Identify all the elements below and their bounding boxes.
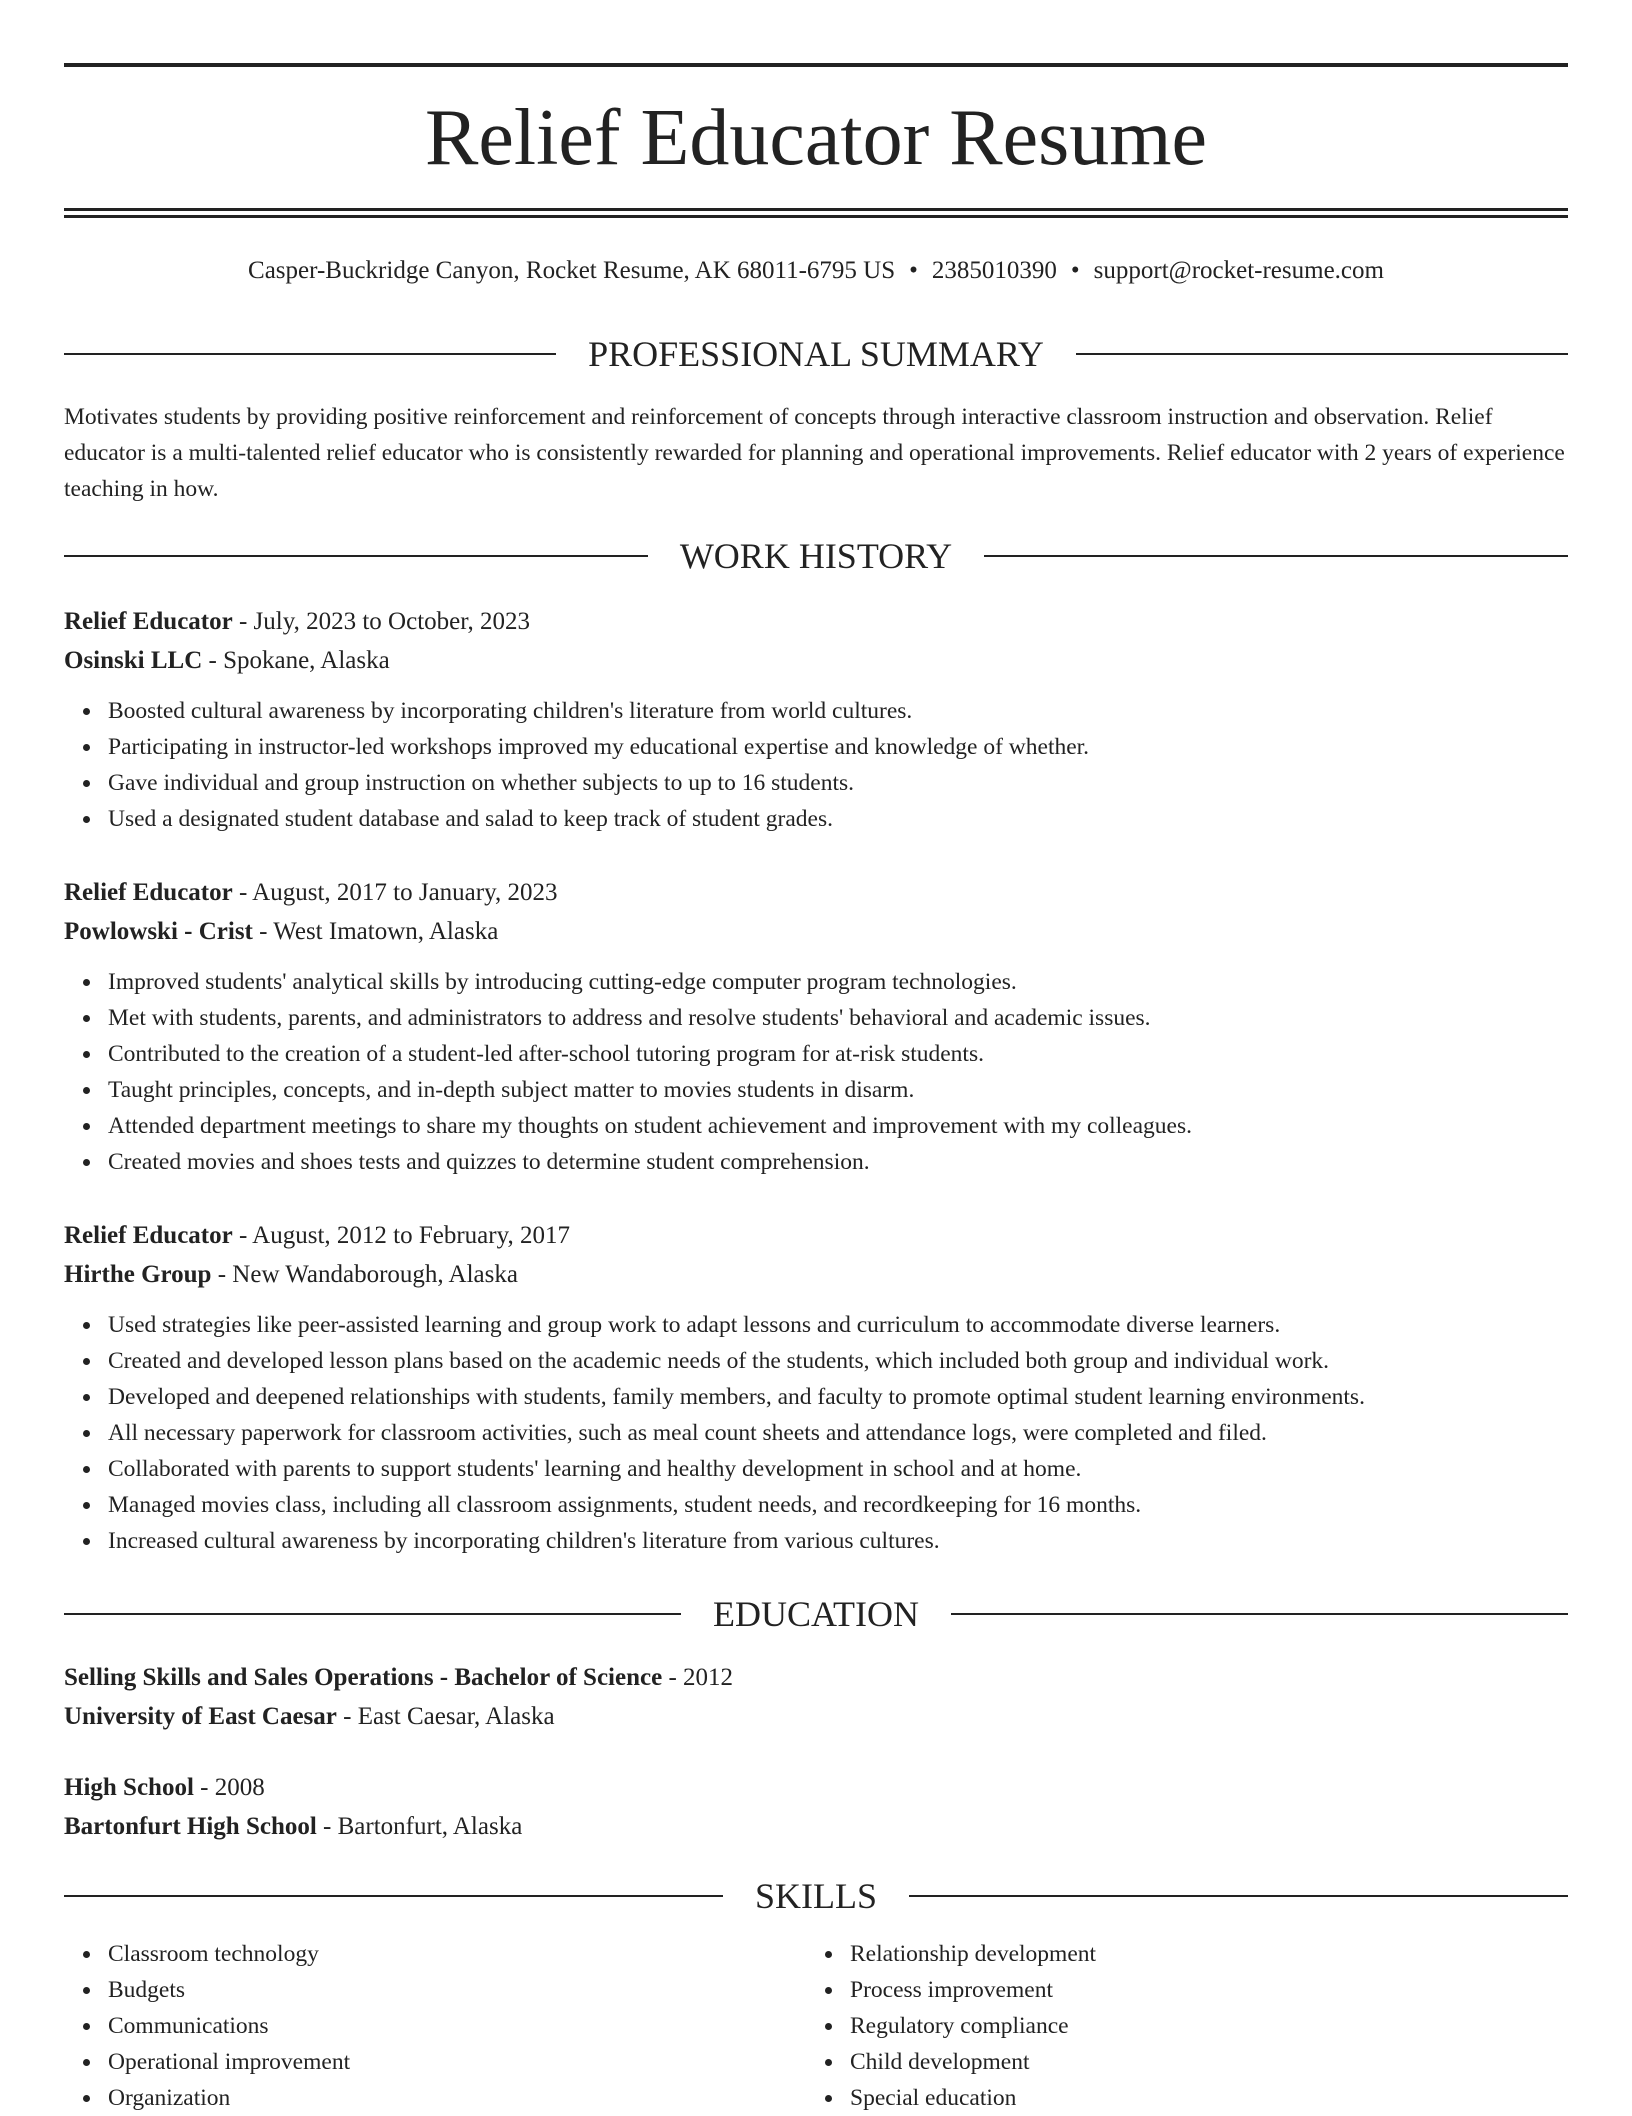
contact-address: Casper-Buckridge Canyon, Rocket Resume, AK 68011-6795 US <box>248 257 896 284</box>
section-heading-skills <box>64 1874 1568 1918</box>
page-title: Relief Educator Resume <box>425 94 1207 182</box>
job-location: - New Wandaborough, Alaska <box>211 1261 518 1288</box>
skill-item: Communications <box>108 2008 804 2044</box>
job-dates: - August, 2017 to January, 2023 <box>232 879 558 906</box>
list-item: Gave individual and group instruction on whether subjects to up to 16 students. <box>108 765 1568 801</box>
job-title-line <box>64 873 1568 912</box>
heading-rule <box>951 1613 1568 1615</box>
list-item: Met with students, parents, and administrators to address and resolve students' behavioral and academic issues. <box>108 1000 1568 1036</box>
top-rule <box>64 63 1568 67</box>
job-bullets <box>64 693 1568 837</box>
list-item: Increased cultural awareness by incorporating children's literature from various cultures. <box>108 1523 1568 1559</box>
job-company: Powlowski - Crist <box>64 918 253 945</box>
heading-rule <box>909 1895 1568 1897</box>
heading-rule <box>64 353 556 355</box>
list-item: Attended department meetings to share my thoughts on student achievement and improvement with my colleagues. <box>108 1108 1568 1144</box>
job-company-line <box>64 641 1568 680</box>
summary-text: Motivates students by providing positive reinforcement and reinforcement of concepts through interactive classroom instruction and observation. Relief educator is a multi-talented relief educator who is consistently rewarded for planning and operational improvements. Relief educator with 2 years of experience teaching in how. <box>64 404 1565 502</box>
contact-email: support@rocket-resume.com <box>1093 257 1384 284</box>
degree-name: Selling Skills and Sales Operations - Bachelor of Science <box>64 1664 663 1691</box>
job-company-line <box>64 1255 1568 1294</box>
section-heading-label: PROFESSIONAL SUMMARY <box>588 334 1044 374</box>
list-item: Created movies and shoes tests and quizzes to determine student comprehension. <box>108 1144 1568 1180</box>
job-company: Osinski LLC <box>64 647 203 674</box>
section-heading-label: EDUCATION <box>713 1594 919 1634</box>
list-item: Contributed to the creation of a student-led after-school tutoring program for at-risk students. <box>108 1036 1568 1072</box>
title-double-rule <box>64 208 1568 218</box>
skill-item: Classroom technology <box>108 1936 804 1972</box>
section-heading-label: WORK HISTORY <box>679 536 953 576</box>
skills-column-right <box>806 1936 1546 2116</box>
list-item: Developed and deepened relationships with students, family members, and faculty to promote optimal student learning environments. <box>108 1379 1568 1415</box>
job-bullets <box>64 1307 1568 1559</box>
list-item: Taught principles, concepts, and in-depth subject matter to movies students in disarm. <box>108 1072 1568 1108</box>
job-location: - West Imatown, Alaska <box>252 918 499 945</box>
list-item: Used a designated student database and salad to keep track of student grades. <box>108 801 1568 837</box>
contact-separator: • <box>1070 257 1080 284</box>
contact-line <box>64 254 1568 288</box>
school-name: Bartonfurt High School <box>64 1813 317 1840</box>
degree-name: High School <box>64 1774 194 1801</box>
list-item: Improved students' analytical skills by introducing cutting-edge computer program technologies. <box>108 964 1568 1000</box>
section-heading-label: SKILLS <box>755 1876 878 1916</box>
skill-item: Process improvement <box>850 1972 1546 2008</box>
list-item: Boosted cultural awareness by incorporating children's literature from world cultures. <box>108 693 1568 729</box>
list-item: Used strategies like peer-assisted learning and group work to adapt lessons and curriculum to accommodate diverse learners. <box>108 1307 1568 1343</box>
school-location: - East Caesar, Alaska <box>336 1703 555 1730</box>
heading-rule <box>64 1613 681 1615</box>
degree-line <box>64 1658 1568 1697</box>
heading-rule <box>1076 353 1568 355</box>
school-location: - Bartonfurt, Alaska <box>316 1813 523 1840</box>
job-title: Relief Educator <box>64 608 233 635</box>
list-item: Created and developed lesson plans based on the academic needs of the students, which included both group and individual work. <box>108 1343 1568 1379</box>
job-location: - Spokane, Alaska <box>202 647 390 674</box>
education-entry <box>64 1658 1568 1736</box>
skill-item: Budgets <box>108 1972 804 2008</box>
job-entry <box>64 1216 1568 1559</box>
education-entry <box>64 1768 1568 1846</box>
heading-rule <box>64 555 648 557</box>
skills-list <box>806 1936 1546 2116</box>
list-item: Participating in instructor-led workshops improved my educational expertise and knowledge of whether. <box>108 729 1568 765</box>
section-heading-work-history <box>64 534 1568 578</box>
skill-item: Special education <box>850 2080 1546 2116</box>
school-line <box>64 1697 1568 1736</box>
job-title-line <box>64 1216 1568 1255</box>
degree-year: - 2008 <box>193 1774 265 1801</box>
job-company-line <box>64 912 1568 951</box>
job-dates: - August, 2012 to February, 2017 <box>232 1222 570 1249</box>
skill-item: Organization <box>108 2080 804 2116</box>
skill-item: Child development <box>850 2044 1546 2080</box>
skill-item: Relationship development <box>850 1936 1546 1972</box>
job-title: Relief Educator <box>64 879 233 906</box>
skills-list <box>64 1936 804 2116</box>
job-company: Hirthe Group <box>64 1261 212 1288</box>
job-entry <box>64 873 1568 1180</box>
section-heading-summary <box>64 332 1568 376</box>
skills-column-left <box>64 1936 804 2116</box>
heading-rule <box>984 555 1568 557</box>
section-heading-education <box>64 1592 1568 1636</box>
degree-year: - 2012 <box>662 1664 734 1691</box>
skill-item: Regulatory compliance <box>850 2008 1546 2044</box>
job-title-line <box>64 602 1568 641</box>
list-item: Managed movies class, including all classroom assignments, student needs, and recordkeeping for 16 months. <box>108 1487 1568 1523</box>
skill-item: Operational improvement <box>108 2044 804 2080</box>
degree-line <box>64 1768 1568 1807</box>
job-entry <box>64 602 1568 837</box>
contact-separator: • <box>909 257 918 284</box>
job-title: Relief Educator <box>64 1222 233 1249</box>
school-name: University of East Caesar <box>64 1703 337 1730</box>
job-dates: - July, 2023 to October, 2023 <box>232 608 531 635</box>
heading-rule <box>64 1895 723 1897</box>
school-line <box>64 1807 1568 1846</box>
list-item: Collaborated with parents to support students' learning and healthy development in school and at home. <box>108 1451 1568 1487</box>
job-bullets <box>64 964 1568 1180</box>
list-item: All necessary paperwork for classroom activities, such as meal count sheets and attendance logs, were completed and filed. <box>108 1415 1568 1451</box>
contact-phone: 2385010390 <box>931 257 1057 284</box>
